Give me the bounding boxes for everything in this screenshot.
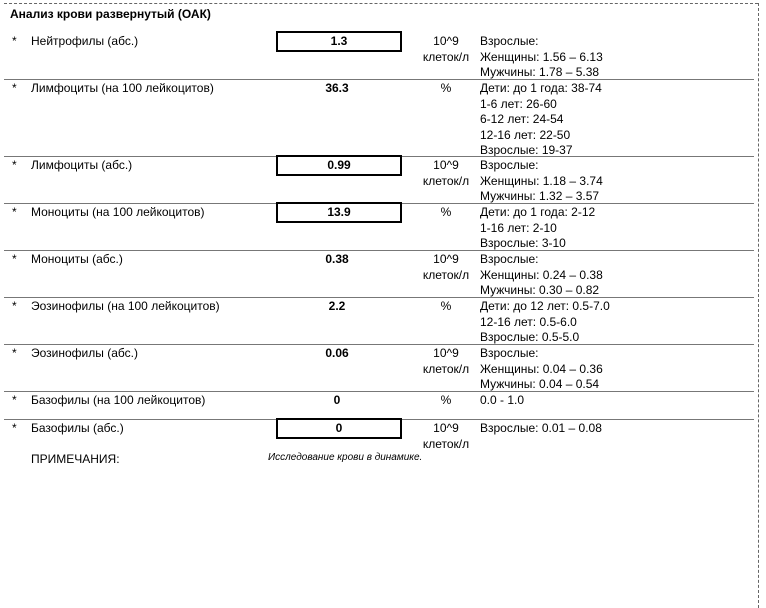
test-unit (412, 421, 480, 452)
reference-range (480, 34, 603, 81)
test-name: Эозинофилы (абс.) (31, 346, 138, 360)
test-value: 0.38 (325, 252, 349, 266)
notes-text: Исследование крови в динамике. (268, 452, 423, 463)
unit-line: клеток/л (422, 436, 470, 451)
reference-line: Взрослые: 19-37 (480, 143, 573, 157)
reference-range (480, 346, 603, 393)
test-name: Лимфоциты (абс.) (31, 158, 133, 172)
row-marker: * (12, 393, 17, 407)
row-separator (4, 297, 754, 298)
reference-range (480, 421, 602, 437)
test-unit (412, 252, 480, 283)
test-name: Лимфоциты (на 100 лейкоцитов) (31, 81, 214, 95)
unit-line: 10^9 (433, 34, 459, 48)
reference-line: Взрослые: 0.01 – 0.08 (480, 421, 602, 435)
test-value: 0.99 (276, 155, 402, 176)
unit-line: % (440, 393, 452, 407)
row-marker: * (12, 34, 17, 48)
test-unit (412, 34, 480, 65)
reference-line: Мужчины: 1.78 – 5.38 (480, 65, 600, 79)
row-marker: * (12, 299, 17, 313)
section-title: Анализ крови развернутый (ОАК) (10, 7, 211, 21)
row-separator (4, 79, 754, 80)
test-unit (412, 393, 480, 409)
reference-range (480, 393, 524, 409)
unit-line: 10^9 (433, 158, 459, 172)
reference-line: 1-16 лет: 2-10 (480, 220, 557, 235)
reference-line: 1-6 лет: 26-60 (480, 96, 557, 111)
test-value: 36.3 (325, 81, 349, 95)
reference-line: Взрослые: 0.5-5.0 (480, 330, 580, 344)
reference-range (480, 81, 602, 159)
row-marker: * (12, 205, 17, 219)
row-marker: * (12, 421, 17, 435)
unit-line: клеток/л (422, 49, 470, 64)
reference-range (480, 299, 610, 346)
reference-line: Мужчины: 0.04 – 0.54 (480, 377, 600, 391)
test-unit (412, 158, 480, 189)
notes-label: ПРИМЕЧАНИЯ: (31, 452, 120, 466)
unit-line: 10^9 (433, 421, 459, 435)
test-name: Эозинофилы (на 100 лейкоцитов) (31, 299, 220, 313)
test-value: 0.06 (325, 346, 349, 360)
reference-line: 0.0 - 1.0 (480, 393, 525, 407)
reference-line: Мужчины: 1.32 – 3.57 (480, 189, 600, 203)
test-name: Нейтрофилы (абс.) (31, 34, 139, 48)
row-marker: * (12, 346, 17, 360)
reference-line: Женщины: 1.56 – 6.13 (480, 49, 603, 64)
reference-line: Мужчины: 0.30 – 0.82 (480, 283, 600, 297)
reference-range (480, 252, 603, 299)
reference-line: Женщины: 0.04 – 0.36 (480, 361, 603, 376)
row-separator (4, 250, 754, 251)
test-name: Моноциты (на 100 лейкоцитов) (31, 205, 205, 219)
row-separator (4, 391, 754, 392)
test-unit (412, 205, 480, 221)
reference-line: 6-12 лет: 24-54 (480, 112, 564, 126)
test-unit (412, 346, 480, 377)
reference-line: Взрослые: (480, 346, 539, 360)
reference-line: 12-16 лет: 0.5-6.0 (480, 314, 577, 329)
unit-line: 10^9 (433, 252, 459, 266)
test-name: Моноциты (абс.) (31, 252, 123, 266)
reference-line: Взрослые: (480, 158, 539, 172)
unit-line: % (440, 205, 452, 219)
test-value: 0 (333, 393, 341, 407)
reference-line: 12-16 лет: 22-50 (480, 127, 571, 142)
test-value: 13.9 (276, 202, 402, 223)
right-dashed-border (758, 3, 759, 608)
unit-line: клеток/л (422, 267, 470, 282)
test-name: Базофилы (на 100 лейкоцитов) (31, 393, 206, 407)
reference-line: Женщины: 1.18 – 3.74 (480, 173, 603, 188)
reference-line: Женщины: 0.24 – 0.38 (480, 267, 603, 282)
row-marker: * (12, 252, 17, 266)
test-unit (412, 81, 480, 97)
top-dashed-border (4, 3, 758, 4)
test-value: 2.2 (328, 299, 346, 313)
unit-line: клеток/л (422, 173, 470, 188)
reference-line: Дети: до 1 года: 38-74 (480, 81, 602, 95)
unit-line: % (440, 299, 452, 313)
unit-line: клеток/л (422, 361, 470, 376)
reference-line: Дети: до 12 лет: 0.5-7.0 (480, 299, 610, 313)
test-value: 1.3 (276, 31, 402, 52)
row-separator (4, 344, 754, 345)
reference-range (480, 205, 595, 252)
test-value: 0 (276, 418, 402, 439)
unit-line: 10^9 (433, 346, 459, 360)
unit-line: % (440, 81, 452, 95)
test-name: Базофилы (абс.) (31, 421, 124, 435)
reference-line: Взрослые: 3-10 (480, 236, 566, 250)
row-marker: * (12, 158, 17, 172)
test-unit (412, 299, 480, 315)
row-marker: * (12, 81, 17, 95)
reference-line: Взрослые: (480, 252, 539, 266)
reference-range (480, 158, 603, 205)
reference-line: Дети: до 1 года: 2-12 (480, 205, 596, 219)
reference-line: Взрослые: (480, 34, 539, 48)
